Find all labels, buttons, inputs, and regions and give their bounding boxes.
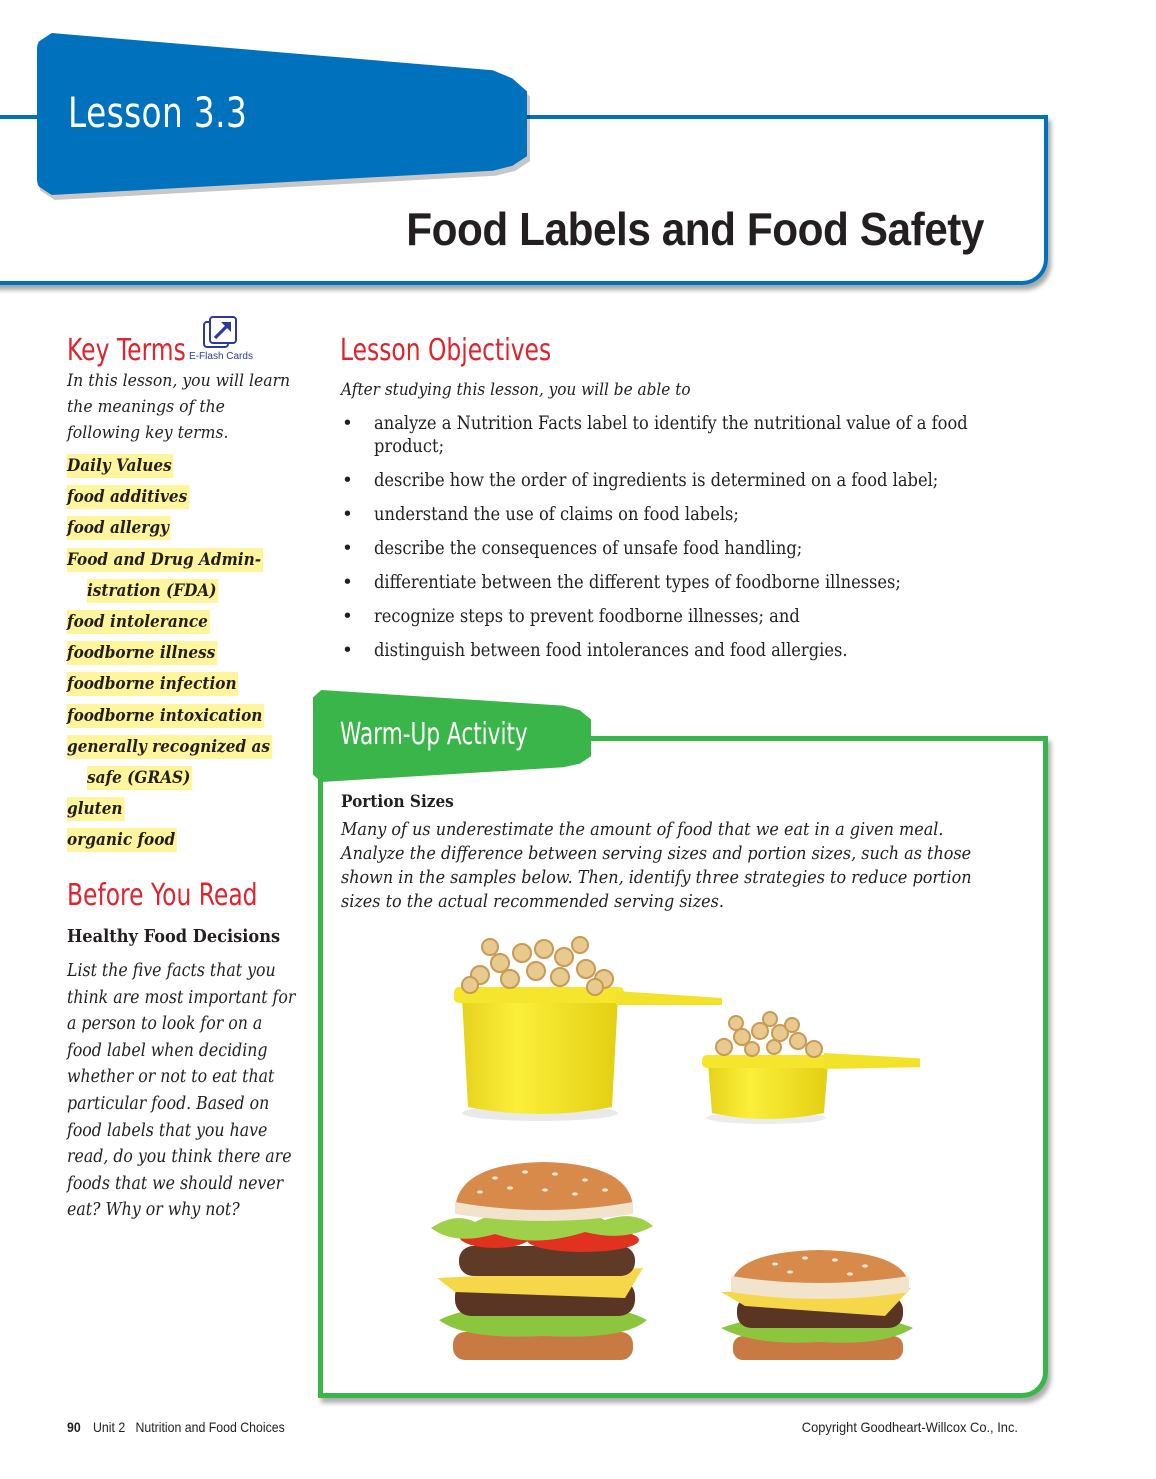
key-term[interactable]: food additives (67, 487, 188, 508)
unit-label: Unit 2 Nutrition and Food Choices (93, 1419, 285, 1435)
key-term-item (67, 514, 327, 545)
warm-up-heading: Warm-Up Activity (340, 717, 528, 752)
lesson-objectives-heading: Lesson Objectives (340, 333, 552, 368)
key-term[interactable]: foodborne illness (67, 643, 216, 664)
eflash-cards-label: E-Flash Cards (189, 351, 253, 362)
key-terms-list (67, 452, 327, 857)
key-terms-heading: Key Terms (67, 333, 186, 368)
key-term-item (67, 795, 327, 826)
key-term-item (67, 639, 327, 670)
before-you-read-body: List the five facts that you think are most important for a person to look for on a food label when deciding whether or not to eat that particular food. Based on food labels that you have read, do you think there are foods that we should never eat? Why or why not? (67, 961, 296, 1221)
bullet-icon: • (342, 538, 353, 559)
cereal-measuring-cups-image (440, 935, 920, 1130)
burger-comparison-image (415, 1160, 935, 1360)
bullet-icon: • (342, 572, 353, 593)
key-term[interactable]: food intolerance (67, 611, 208, 632)
before-you-read-heading: Before You Read (67, 878, 258, 913)
key-term-item (67, 733, 327, 764)
key-term-item (67, 702, 327, 733)
warm-up-body: Many of us underestimate the amount of food that we eat in a given meal. Analyze the difference between serving sizes and portion sizes, such as those shown in the samples below. Then, identify three strategies to reduce portion sizes to the actual recommended serving sizes. (341, 819, 972, 912)
key-term[interactable]: Food and Drug Admin- (67, 549, 262, 570)
page-number: 90 (67, 1419, 81, 1435)
objective-text: differentiate between the different types of foodborne illnesses; (374, 572, 901, 593)
objective-item (341, 412, 1041, 458)
key-term-item-continued (67, 764, 327, 795)
objective-text: describe how the order of ingredients is determined on a food label; (374, 470, 939, 491)
bullet-icon: • (342, 413, 353, 434)
key-term[interactable]: Daily Values (67, 456, 172, 476)
objective-text: describe the consequences of unsafe food handling; (374, 538, 803, 559)
before-you-read-subheading: Healthy Food Decisions (67, 926, 281, 947)
page-footer-left (67, 1419, 285, 1435)
copyright-notice: Copyright Goodheart-Willcox Co., Inc. (801, 1419, 1018, 1435)
page-title: Food Labels and Food Safety (406, 203, 984, 255)
key-term-item (67, 826, 327, 857)
objective-item (341, 571, 1041, 594)
lesson-number: Lesson 3.3 (68, 88, 248, 137)
key-term[interactable]: gluten (67, 799, 123, 820)
key-term[interactable]: foodborne infection (67, 674, 237, 695)
key-term-item (67, 483, 327, 514)
key-term-item (67, 670, 327, 701)
objectives-list (341, 412, 1041, 673)
objective-text: analyze a Nutrition Facts label to identify the nutritional value of a food product; (374, 413, 968, 457)
key-term[interactable]: generally recognized as (67, 736, 271, 757)
key-term-item (67, 452, 327, 483)
objective-item (341, 469, 1041, 492)
objective-item (341, 537, 1041, 560)
key-term-continued[interactable]: istration (FDA) (87, 580, 217, 601)
objective-text: recognize steps to prevent foodborne illnesses; and (374, 606, 800, 627)
key-term-item-continued (67, 577, 327, 608)
bullet-icon: • (342, 606, 353, 627)
eflash-cards-link[interactable] (180, 316, 262, 364)
key-term-item (67, 546, 327, 577)
key-term[interactable]: foodborne intoxication (67, 705, 263, 726)
bullet-icon: • (342, 470, 353, 491)
key-term-item (67, 608, 327, 639)
key-term-continued[interactable]: safe (GRAS) (87, 767, 191, 788)
objective-item (341, 503, 1041, 526)
objectives-intro: After studying this lesson, you will be able to (341, 380, 691, 400)
objective-item (341, 605, 1041, 628)
external-link-arrow-icon (202, 316, 238, 350)
key-terms-intro: In this lesson, you will learn the meanings of the following key terms. (67, 371, 291, 443)
warm-up-subheading: Portion Sizes (341, 792, 454, 812)
objective-text: understand the use of claims on food labels; (374, 504, 739, 525)
objective-text: distinguish between food intolerances and food allergies. (374, 640, 848, 661)
objective-item (341, 639, 1041, 662)
bullet-icon: • (342, 504, 353, 525)
bullet-icon: • (342, 640, 353, 661)
key-term[interactable]: organic food (67, 830, 176, 851)
key-term[interactable]: food allergy (67, 518, 169, 539)
